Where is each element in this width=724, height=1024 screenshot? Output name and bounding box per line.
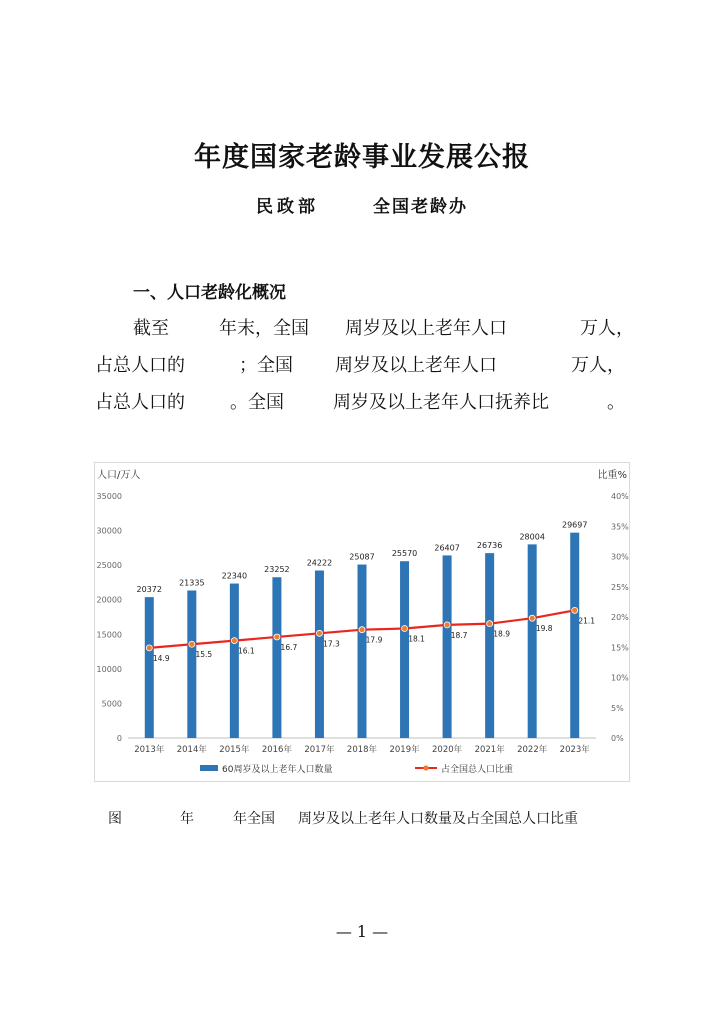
paragraph-text: 。全国 bbox=[230, 392, 284, 413]
issuers bbox=[0, 192, 724, 217]
figure-caption-part: 年全国 bbox=[233, 811, 275, 827]
bar bbox=[358, 565, 367, 738]
ratio-point bbox=[274, 634, 280, 640]
paragraph-text: 年末，全国 bbox=[219, 318, 309, 339]
x-tick-label: 2021年 bbox=[474, 745, 505, 755]
y-right-tick-label: 10% bbox=[611, 673, 629, 683]
ratio-point bbox=[231, 638, 237, 644]
y-axis-left-title: 人口/万人 bbox=[97, 470, 141, 481]
bar-data-label: 23252 bbox=[264, 565, 290, 575]
x-tick-label: 2016年 bbox=[261, 745, 292, 755]
ratio-point bbox=[316, 630, 322, 636]
page-number: — 1 — bbox=[335, 922, 389, 941]
y-left-tick-label: 0 bbox=[116, 734, 122, 743]
paragraph-text: 周岁及以上老年人口抚养比 bbox=[333, 392, 549, 413]
bar bbox=[272, 577, 281, 738]
bar bbox=[528, 544, 537, 738]
y-left-tick-label: 20000 bbox=[96, 595, 122, 605]
y-left-tick-label: 35000 bbox=[96, 492, 122, 501]
ratio-point bbox=[444, 622, 450, 628]
paragraph-text: 占总人口的 bbox=[95, 392, 185, 413]
bar bbox=[145, 597, 154, 738]
ratio-data-label: 17.3 bbox=[323, 639, 340, 649]
document-title: 年度国家老龄事业发展公报 bbox=[194, 142, 530, 173]
x-tick-label: 2018年 bbox=[346, 745, 378, 755]
y-right-tick-label: 5% bbox=[611, 703, 624, 713]
y-right-tick-label: 25% bbox=[611, 582, 629, 592]
bar bbox=[443, 555, 452, 738]
ratio-data-label: 16.7 bbox=[280, 642, 298, 652]
bar-data-label: 25570 bbox=[391, 549, 418, 559]
paragraph-text: 万人， bbox=[580, 318, 634, 339]
y-right-tick-label: 35% bbox=[611, 522, 629, 532]
y-right-tick-label: 20% bbox=[611, 613, 629, 622]
y-right-tick-label: 15% bbox=[611, 643, 629, 653]
ratio-point bbox=[402, 625, 408, 631]
bar-data-label: 28004 bbox=[519, 532, 545, 542]
ratio-point bbox=[529, 615, 535, 621]
issuer-office: 全国老龄办 bbox=[372, 197, 468, 217]
bar bbox=[187, 590, 196, 738]
bar-data-label: 24222 bbox=[306, 558, 333, 568]
figure-caption-part: 年 bbox=[180, 811, 194, 827]
ratio-point bbox=[189, 641, 195, 647]
x-tick-label: 2015年 bbox=[219, 745, 250, 755]
bar-data-label: 22340 bbox=[221, 571, 248, 581]
y-left-tick-label: 10000 bbox=[96, 664, 122, 674]
ratio-data-label: 18.9 bbox=[493, 629, 510, 639]
y-left-tick-label: 5000 bbox=[101, 699, 122, 709]
paragraph-text: 占总人口的 bbox=[95, 355, 185, 376]
x-tick-label: 2017年 bbox=[304, 745, 335, 755]
x-tick-label: 2022年 bbox=[517, 745, 548, 755]
bar bbox=[485, 553, 494, 738]
bar bbox=[400, 561, 409, 738]
chart-legend bbox=[200, 763, 513, 775]
y-right-tick-label: 40% bbox=[611, 492, 629, 501]
ratio-data-label: 21.1 bbox=[578, 616, 596, 626]
ratio-point bbox=[146, 645, 152, 651]
legend-line-label: 占全国总人口比重 bbox=[441, 765, 514, 775]
x-tick-label: 2023年 bbox=[559, 745, 590, 755]
y-left-tick-label: 15000 bbox=[96, 630, 122, 640]
paragraph-text: 周岁及以上老年人口 bbox=[345, 318, 507, 339]
x-tick-label: 2020年 bbox=[432, 745, 463, 755]
figure-caption-part: 周岁及以上老年人口数量及占全国总人口比重 bbox=[298, 811, 578, 827]
bar-data-label: 20372 bbox=[136, 585, 162, 595]
legend-bar-label: 60周岁及以上老年人口数量 bbox=[222, 765, 333, 775]
y-left-tick-label: 25000 bbox=[96, 561, 122, 571]
bar-data-label: 26736 bbox=[476, 541, 503, 551]
bar-data-label: 29697 bbox=[562, 520, 588, 530]
ratio-data-label: 17.9 bbox=[365, 635, 383, 645]
y-left-tick-label: 30000 bbox=[96, 526, 122, 536]
bar-data-label: 21335 bbox=[179, 578, 205, 588]
bar bbox=[230, 584, 239, 738]
section-heading: 一、人口老龄化概况 bbox=[133, 283, 286, 303]
ratio-data-label: 14.9 bbox=[152, 653, 170, 663]
ratio-point bbox=[359, 627, 365, 633]
paragraph-text: 截至 bbox=[133, 318, 169, 339]
bar bbox=[570, 533, 579, 738]
population-chart bbox=[94, 462, 630, 782]
x-tick-label: 2019年 bbox=[389, 745, 420, 755]
bar bbox=[315, 571, 324, 738]
paragraph-text: 。 bbox=[607, 392, 625, 413]
paragraph-text: 周岁及以上老年人口 bbox=[335, 355, 497, 376]
bar-data-label: 26407 bbox=[434, 543, 460, 553]
ratio-data-label: 18.7 bbox=[450, 630, 468, 640]
figure-caption-part: 图 bbox=[108, 811, 122, 827]
issuer-ministry: 民政部 bbox=[256, 197, 320, 217]
legend-line-marker bbox=[423, 765, 428, 770]
ratio-point bbox=[572, 607, 578, 613]
y-right-tick-label: 0% bbox=[611, 734, 624, 743]
ratio-data-label: 19.8 bbox=[535, 624, 553, 634]
ratio-point bbox=[487, 621, 493, 627]
y-axis-right-title: 比重% bbox=[597, 470, 627, 481]
ratio-data-label: 18.1 bbox=[408, 634, 425, 644]
ratio-data-label: 16.1 bbox=[238, 646, 255, 656]
legend-bar-swatch bbox=[200, 765, 218, 771]
x-tick-label: 2013年 bbox=[134, 745, 165, 755]
paragraph-text: ；全国 bbox=[239, 355, 293, 376]
chart-canvas bbox=[95, 463, 631, 783]
y-right-tick-label: 30% bbox=[611, 552, 629, 562]
paragraph-text: 万人， bbox=[571, 355, 625, 376]
bar-data-label: 25087 bbox=[349, 552, 375, 562]
ratio-data-label: 15.5 bbox=[195, 650, 213, 660]
x-tick-label: 2014年 bbox=[176, 745, 207, 755]
